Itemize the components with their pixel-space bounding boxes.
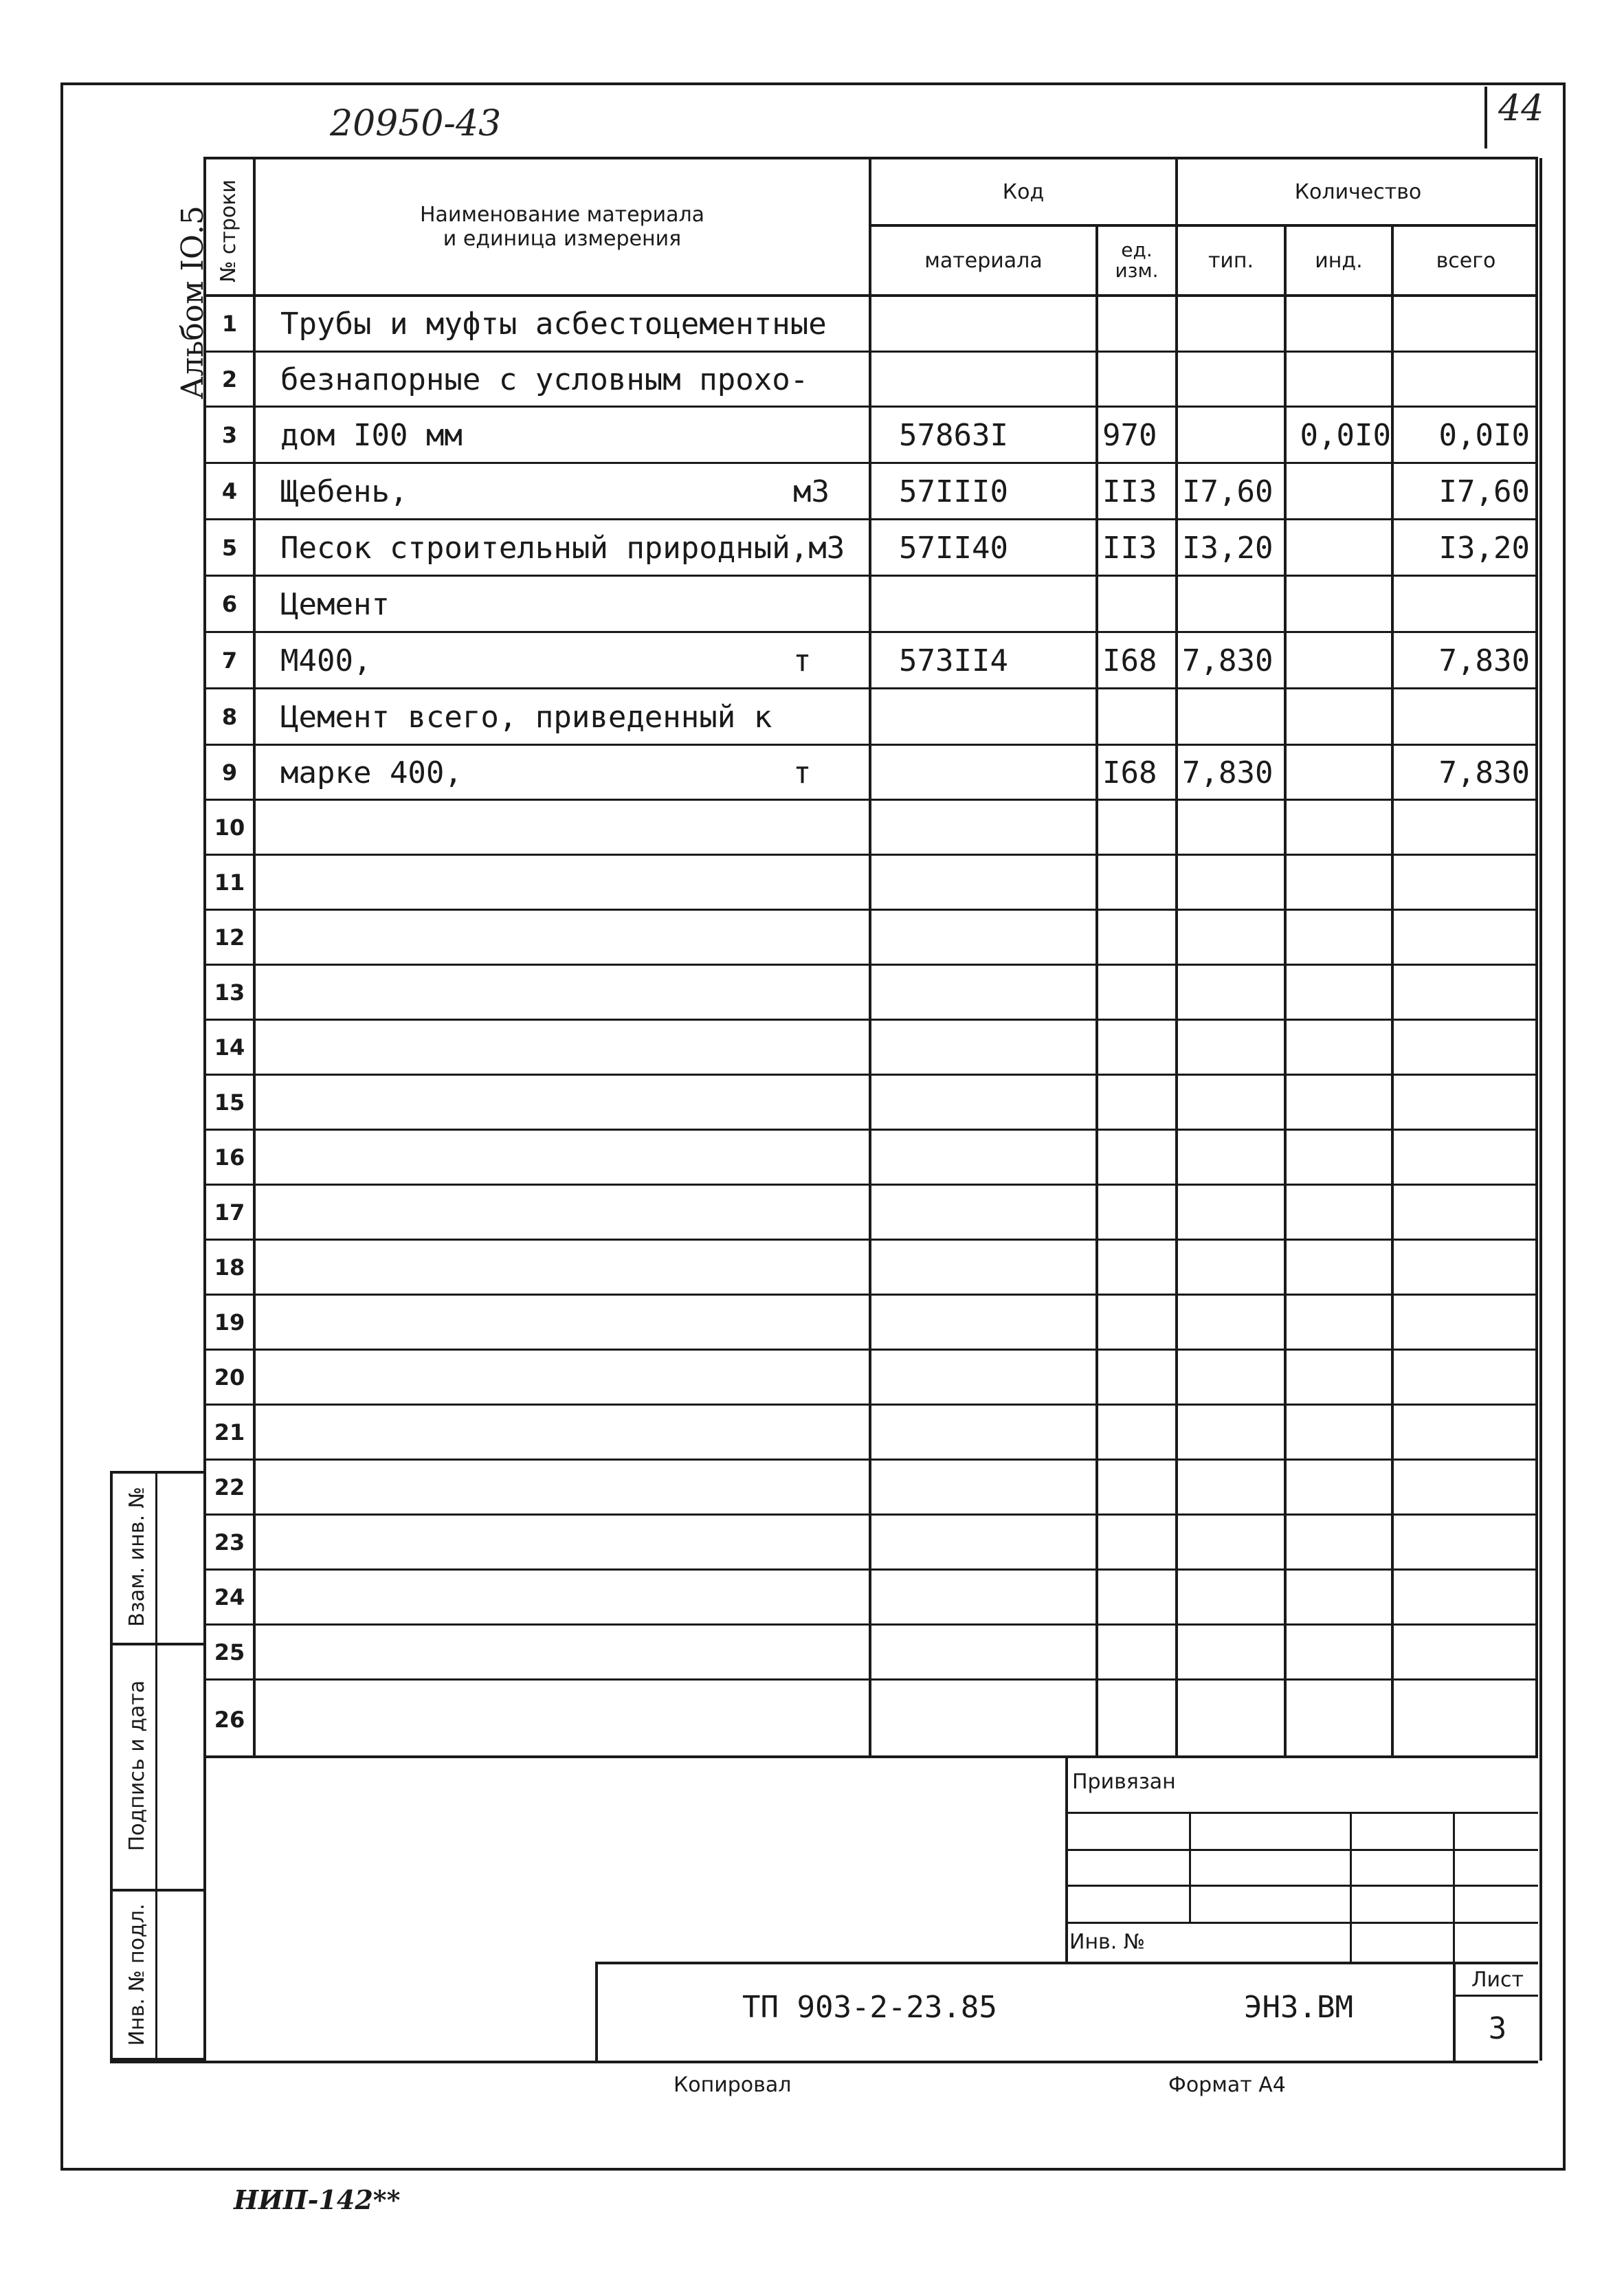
qty-ind (1289, 856, 1391, 909)
unit-label (793, 1021, 862, 1074)
unit-code (1102, 1351, 1174, 1404)
unit-label: т (793, 643, 812, 678)
material-name (280, 1516, 852, 1568)
qty-ind (1289, 1406, 1391, 1459)
unit-code (1102, 297, 1174, 351)
header-material: материала (924, 248, 1043, 273)
qty-ind (1289, 1076, 1391, 1129)
unit-code: I68 (1102, 643, 1157, 678)
privyazan-line-2 (1065, 1849, 1538, 1851)
unit-label (793, 801, 862, 854)
material-name (280, 1571, 852, 1623)
material-code (899, 966, 1093, 1019)
qty-tip (1182, 1626, 1282, 1678)
sheet-label-line (1453, 1995, 1538, 1997)
album-label: Альбом IО.5 (175, 206, 210, 399)
material-name: Песок строительный природный,м3 (280, 530, 845, 566)
qty-ind (1289, 746, 1391, 799)
col-line-no (253, 157, 256, 1758)
material-code (899, 1681, 1093, 1758)
unit-label (793, 690, 862, 744)
header-qty-group: Количество (1294, 179, 1422, 204)
unit-code (1102, 1296, 1174, 1349)
unit-code: I68 (1102, 755, 1157, 790)
qty-total: 7,830 (1438, 755, 1530, 790)
material-code (899, 577, 1093, 631)
qty-tip (1182, 1186, 1282, 1239)
qty-ind (1289, 1186, 1391, 1239)
privyazan-label: Привязан (1072, 1769, 1176, 1794)
qty-total (1398, 1021, 1530, 1074)
qty-ind (1289, 690, 1391, 744)
privyazan-col-3 (1453, 1812, 1455, 1962)
material-name (280, 1021, 852, 1074)
qty-total (1398, 1351, 1530, 1404)
row-separator (203, 687, 1538, 689)
privyazan-line-4 (1065, 1922, 1538, 1924)
material-name: дом I00 мм (280, 417, 463, 453)
row-number: 13 (214, 979, 245, 1006)
row-separator (203, 1678, 1538, 1681)
row-separator (203, 964, 1538, 966)
qty-ind (1289, 1241, 1391, 1294)
header-tip: тип. (1208, 248, 1254, 273)
qty-total (1398, 1131, 1530, 1184)
qty-total (1398, 1241, 1530, 1294)
row-separator (203, 518, 1538, 520)
row-separator (203, 1623, 1538, 1626)
row-separator (203, 1239, 1538, 1241)
inner-right-border (1539, 158, 1542, 2061)
row-separator (203, 1184, 1538, 1186)
inv-no-label: Инв. № (1069, 1929, 1146, 1954)
qty-total (1398, 1186, 1530, 1239)
qty-ind (1289, 465, 1391, 518)
qty-total (1398, 856, 1530, 909)
material-code (899, 856, 1093, 909)
row-number: 5 (221, 535, 238, 561)
inv-podl-label: Инв. № подл. (124, 1903, 149, 2046)
qty-total: 0,0I0 (1438, 417, 1530, 453)
unit-code (1102, 1406, 1174, 1459)
qty-ind (1289, 1516, 1391, 1568)
row-separator (203, 575, 1538, 577)
material-name: М400, (280, 643, 372, 678)
qty-ind (1289, 577, 1391, 631)
qty-total (1398, 1626, 1530, 1678)
qty-total (1398, 966, 1530, 1019)
unit-code (1102, 966, 1174, 1019)
qty-tip (1182, 1406, 1282, 1459)
row-number: 22 (214, 1474, 245, 1500)
row-number: 24 (214, 1584, 245, 1610)
unit-label (793, 1186, 862, 1239)
title-block-bottom (110, 2061, 1538, 2063)
material-code: 573II4 (899, 643, 1008, 678)
qty-ind (1289, 1131, 1391, 1184)
col-line-name (869, 157, 871, 1758)
material-code (899, 1131, 1093, 1184)
qty-total (1398, 577, 1530, 631)
qty-ind: 0,0I0 (1300, 417, 1391, 453)
designation-text: ТП 903-2-23.85 (742, 1989, 997, 2025)
row-number: 6 (221, 591, 238, 617)
row-number: 14 (214, 1034, 245, 1061)
material-name (280, 1351, 852, 1404)
header-name: Наименование материала и единица измерения (419, 203, 705, 251)
qty-ind (1289, 1626, 1391, 1678)
qty-tip (1182, 1296, 1282, 1349)
unit-label (793, 1131, 862, 1184)
material-code (899, 746, 1093, 799)
unit-label (793, 966, 862, 1019)
row-number: 12 (214, 924, 245, 951)
qty-total (1398, 911, 1530, 964)
material-name (280, 911, 852, 964)
material-code (899, 297, 1093, 351)
row-separator (203, 1294, 1538, 1296)
format-label: Формат А4 (1168, 2072, 1286, 2097)
row-separator (203, 854, 1538, 856)
unit-label (793, 577, 862, 631)
row-number: 3 (221, 422, 238, 448)
qty-ind (1289, 801, 1391, 854)
unit-label (793, 1241, 862, 1294)
row-separator (203, 631, 1538, 633)
material-name: марке 400, (280, 755, 463, 790)
row-separator (203, 1349, 1538, 1351)
qty-tip (1182, 1681, 1282, 1758)
material-code (899, 1241, 1093, 1294)
qty-tip (1182, 1516, 1282, 1568)
qty-total (1398, 1076, 1530, 1129)
qty-tip (1182, 1571, 1282, 1623)
material-name: Трубы и муфты асбестоцементные (280, 306, 827, 342)
unit-code: II3 (1102, 474, 1157, 509)
vzam-inv-label: Взам. инв. № (124, 1487, 149, 1627)
row-number: 4 (221, 478, 238, 505)
qty-tip (1182, 353, 1282, 406)
document-number: 20950-43 (330, 103, 502, 144)
row-separator (203, 351, 1538, 353)
unit-label (793, 1516, 862, 1568)
material-code (899, 1516, 1093, 1568)
unit-code (1102, 1241, 1174, 1294)
row-number: 9 (221, 759, 238, 786)
qty-ind (1289, 634, 1391, 687)
material-name (280, 1461, 852, 1514)
qty-total (1398, 1681, 1530, 1758)
header-total: всего (1436, 248, 1496, 273)
sheet-divider (1453, 1962, 1456, 2061)
unit-code (1102, 690, 1174, 744)
podpis-data-label: Подпись и дата (124, 1680, 149, 1852)
unit-label: м3 (793, 474, 830, 509)
unit-label (793, 1626, 862, 1678)
unit-code: II3 (1102, 530, 1157, 566)
qty-total (1398, 1571, 1530, 1623)
row-number: 17 (214, 1199, 245, 1226)
qty-ind (1289, 1296, 1391, 1349)
designation-code: ЭНЗ.ВМ (1244, 1989, 1353, 2025)
title-block-left (203, 1758, 206, 2061)
header-unit: ед. изм. (1115, 239, 1159, 282)
material-code (899, 911, 1093, 964)
qty-ind (1289, 1351, 1391, 1404)
unit-label (793, 911, 862, 964)
unit-label (793, 408, 862, 462)
material-name (280, 801, 852, 854)
unit-label: т (793, 755, 812, 790)
unit-code (1102, 1076, 1174, 1129)
page-number-divider (1484, 87, 1487, 148)
qty-tip (1182, 408, 1282, 462)
qty-ind (1289, 521, 1391, 575)
material-code: 57863I (899, 417, 1008, 453)
material-code (899, 1351, 1093, 1404)
unit-code (1102, 1516, 1174, 1568)
material-code (899, 353, 1093, 406)
row-number: 7 (221, 647, 238, 674)
unit-code (1102, 1681, 1174, 1758)
qty-tip (1182, 1076, 1282, 1129)
qty-ind (1289, 966, 1391, 1019)
qty-total (1398, 1296, 1530, 1349)
qty-tip (1182, 1021, 1282, 1074)
material-code (899, 1571, 1093, 1623)
qty-total (1398, 1406, 1530, 1459)
designation-left (595, 1962, 598, 2061)
col-line-unit (1175, 157, 1178, 1758)
page-number: 44 (1498, 88, 1544, 129)
sheet-number: 3 (1488, 2010, 1507, 2046)
unit-code (1102, 1186, 1174, 1239)
qty-total (1398, 353, 1530, 406)
qty-ind (1289, 353, 1391, 406)
qty-total (1398, 690, 1530, 744)
qty-ind (1289, 1571, 1391, 1623)
material-name (280, 1296, 852, 1349)
qty-tip (1182, 690, 1282, 744)
privyazan-line-3 (1065, 1885, 1538, 1887)
unit-code (1102, 1571, 1174, 1623)
unit-label (793, 1681, 862, 1758)
row-number: 25 (214, 1639, 245, 1665)
row-number: 23 (214, 1529, 245, 1555)
designation-top (595, 1962, 1538, 1964)
material-code (899, 690, 1093, 744)
unit-code (1102, 911, 1174, 964)
material-name (280, 1186, 852, 1239)
qty-tip (1182, 801, 1282, 854)
row-number: 21 (214, 1419, 245, 1445)
unit-label (793, 1351, 862, 1404)
privyazan-col-2 (1350, 1812, 1352, 1962)
sheet-label: Лист (1471, 1967, 1524, 1992)
unit-code (1102, 353, 1174, 406)
qty-tip: 7,830 (1182, 643, 1273, 678)
qty-total: 7,830 (1438, 643, 1530, 678)
material-name (280, 1076, 852, 1129)
col-line-tip (1284, 224, 1287, 1758)
unit-label (793, 1461, 862, 1514)
left-stamp-line-1 (110, 1643, 206, 1645)
unit-code (1102, 577, 1174, 631)
unit-label (793, 297, 862, 351)
col-line-material (1095, 224, 1098, 1758)
material-name: Щебень, (280, 474, 408, 509)
qty-total (1398, 297, 1530, 351)
row-separator (203, 1129, 1538, 1131)
privyazan-col-1 (1189, 1812, 1191, 1922)
privyazan-left (1065, 1758, 1068, 1962)
row-separator (203, 1514, 1538, 1516)
qty-tip (1182, 1351, 1282, 1404)
row-number: 26 (214, 1707, 245, 1733)
unit-label (793, 1076, 862, 1129)
material-name (280, 966, 852, 1019)
qty-ind (1289, 911, 1391, 964)
row-separator (203, 1074, 1538, 1076)
qty-tip (1182, 1131, 1282, 1184)
material-code (899, 1406, 1093, 1459)
row-separator (203, 1568, 1538, 1571)
privyazan-line-1 (1065, 1812, 1538, 1814)
material-code (899, 1296, 1093, 1349)
material-name (280, 1406, 852, 1459)
row-separator (203, 909, 1538, 911)
qty-tip (1182, 1241, 1282, 1294)
unit-code (1102, 1626, 1174, 1678)
row-number: 1 (221, 311, 238, 337)
material-code: 57II40 (899, 530, 1008, 566)
copied-label: Копировал (674, 2072, 792, 2097)
material-name (280, 1626, 852, 1678)
qty-tip (1182, 856, 1282, 909)
material-name (280, 1681, 852, 1758)
row-separator (203, 1404, 1538, 1406)
qty-ind (1289, 1021, 1391, 1074)
row-number: 19 (214, 1309, 245, 1335)
qty-total: I3,20 (1438, 530, 1530, 566)
bottom-note: НИП-142** (234, 2184, 401, 2215)
row-separator (203, 462, 1538, 464)
unit-code: 970 (1102, 417, 1157, 453)
col-line-ind (1391, 224, 1394, 1758)
unit-label (793, 1296, 862, 1349)
qty-total: I7,60 (1438, 474, 1530, 509)
material-code (899, 1021, 1093, 1074)
qty-tip (1182, 966, 1282, 1019)
row-number: 10 (214, 814, 245, 841)
row-number: 8 (221, 704, 238, 730)
material-code (899, 1186, 1093, 1239)
unit-label (793, 856, 862, 909)
material-name: Цемент всего, приведенный к (280, 699, 772, 735)
material-code (899, 801, 1093, 854)
row-separator (203, 1459, 1538, 1461)
unit-label (793, 521, 862, 575)
material-name: безнапорные с условным прохо- (280, 362, 809, 397)
qty-ind (1289, 1461, 1391, 1514)
unit-code (1102, 801, 1174, 854)
material-code (899, 1461, 1093, 1514)
material-name (280, 1241, 852, 1294)
material-name: Цемент (280, 586, 390, 622)
qty-ind (1289, 1681, 1391, 1758)
row-number: 16 (214, 1144, 245, 1171)
row-number: 18 (214, 1254, 245, 1280)
unit-code (1102, 856, 1174, 909)
material-code (899, 1626, 1093, 1678)
material-name (280, 1131, 852, 1184)
qty-total (1398, 801, 1530, 854)
header-row-no: № строки (216, 179, 241, 282)
unit-label (793, 353, 862, 406)
unit-label (793, 1406, 862, 1459)
row-separator (203, 799, 1538, 801)
header-code-group: Код (1002, 179, 1045, 204)
row-separator (203, 406, 1538, 408)
unit-label (793, 1571, 862, 1623)
qty-tip (1182, 1461, 1282, 1514)
row-number: 20 (214, 1364, 245, 1390)
row-separator (203, 1019, 1538, 1021)
qty-ind (1289, 297, 1391, 351)
qty-tip: I7,60 (1182, 474, 1273, 509)
qty-tip (1182, 577, 1282, 631)
unit-code (1102, 1461, 1174, 1514)
qty-tip (1182, 297, 1282, 351)
material-code: 57III0 (899, 474, 1008, 509)
qty-tip: I3,20 (1182, 530, 1273, 566)
row-number: 2 (221, 366, 238, 392)
qty-total (1398, 1516, 1530, 1568)
row-number: 15 (214, 1089, 245, 1116)
material-name (280, 856, 852, 909)
header-ind: инд. (1315, 248, 1363, 273)
row-separator (203, 744, 1538, 746)
row-number: 11 (214, 869, 245, 896)
material-code (899, 1076, 1093, 1129)
qty-tip: 7,830 (1182, 755, 1273, 790)
qty-total (1398, 1461, 1530, 1514)
unit-code (1102, 1131, 1174, 1184)
unit-code (1102, 1021, 1174, 1074)
qty-tip (1182, 911, 1282, 964)
